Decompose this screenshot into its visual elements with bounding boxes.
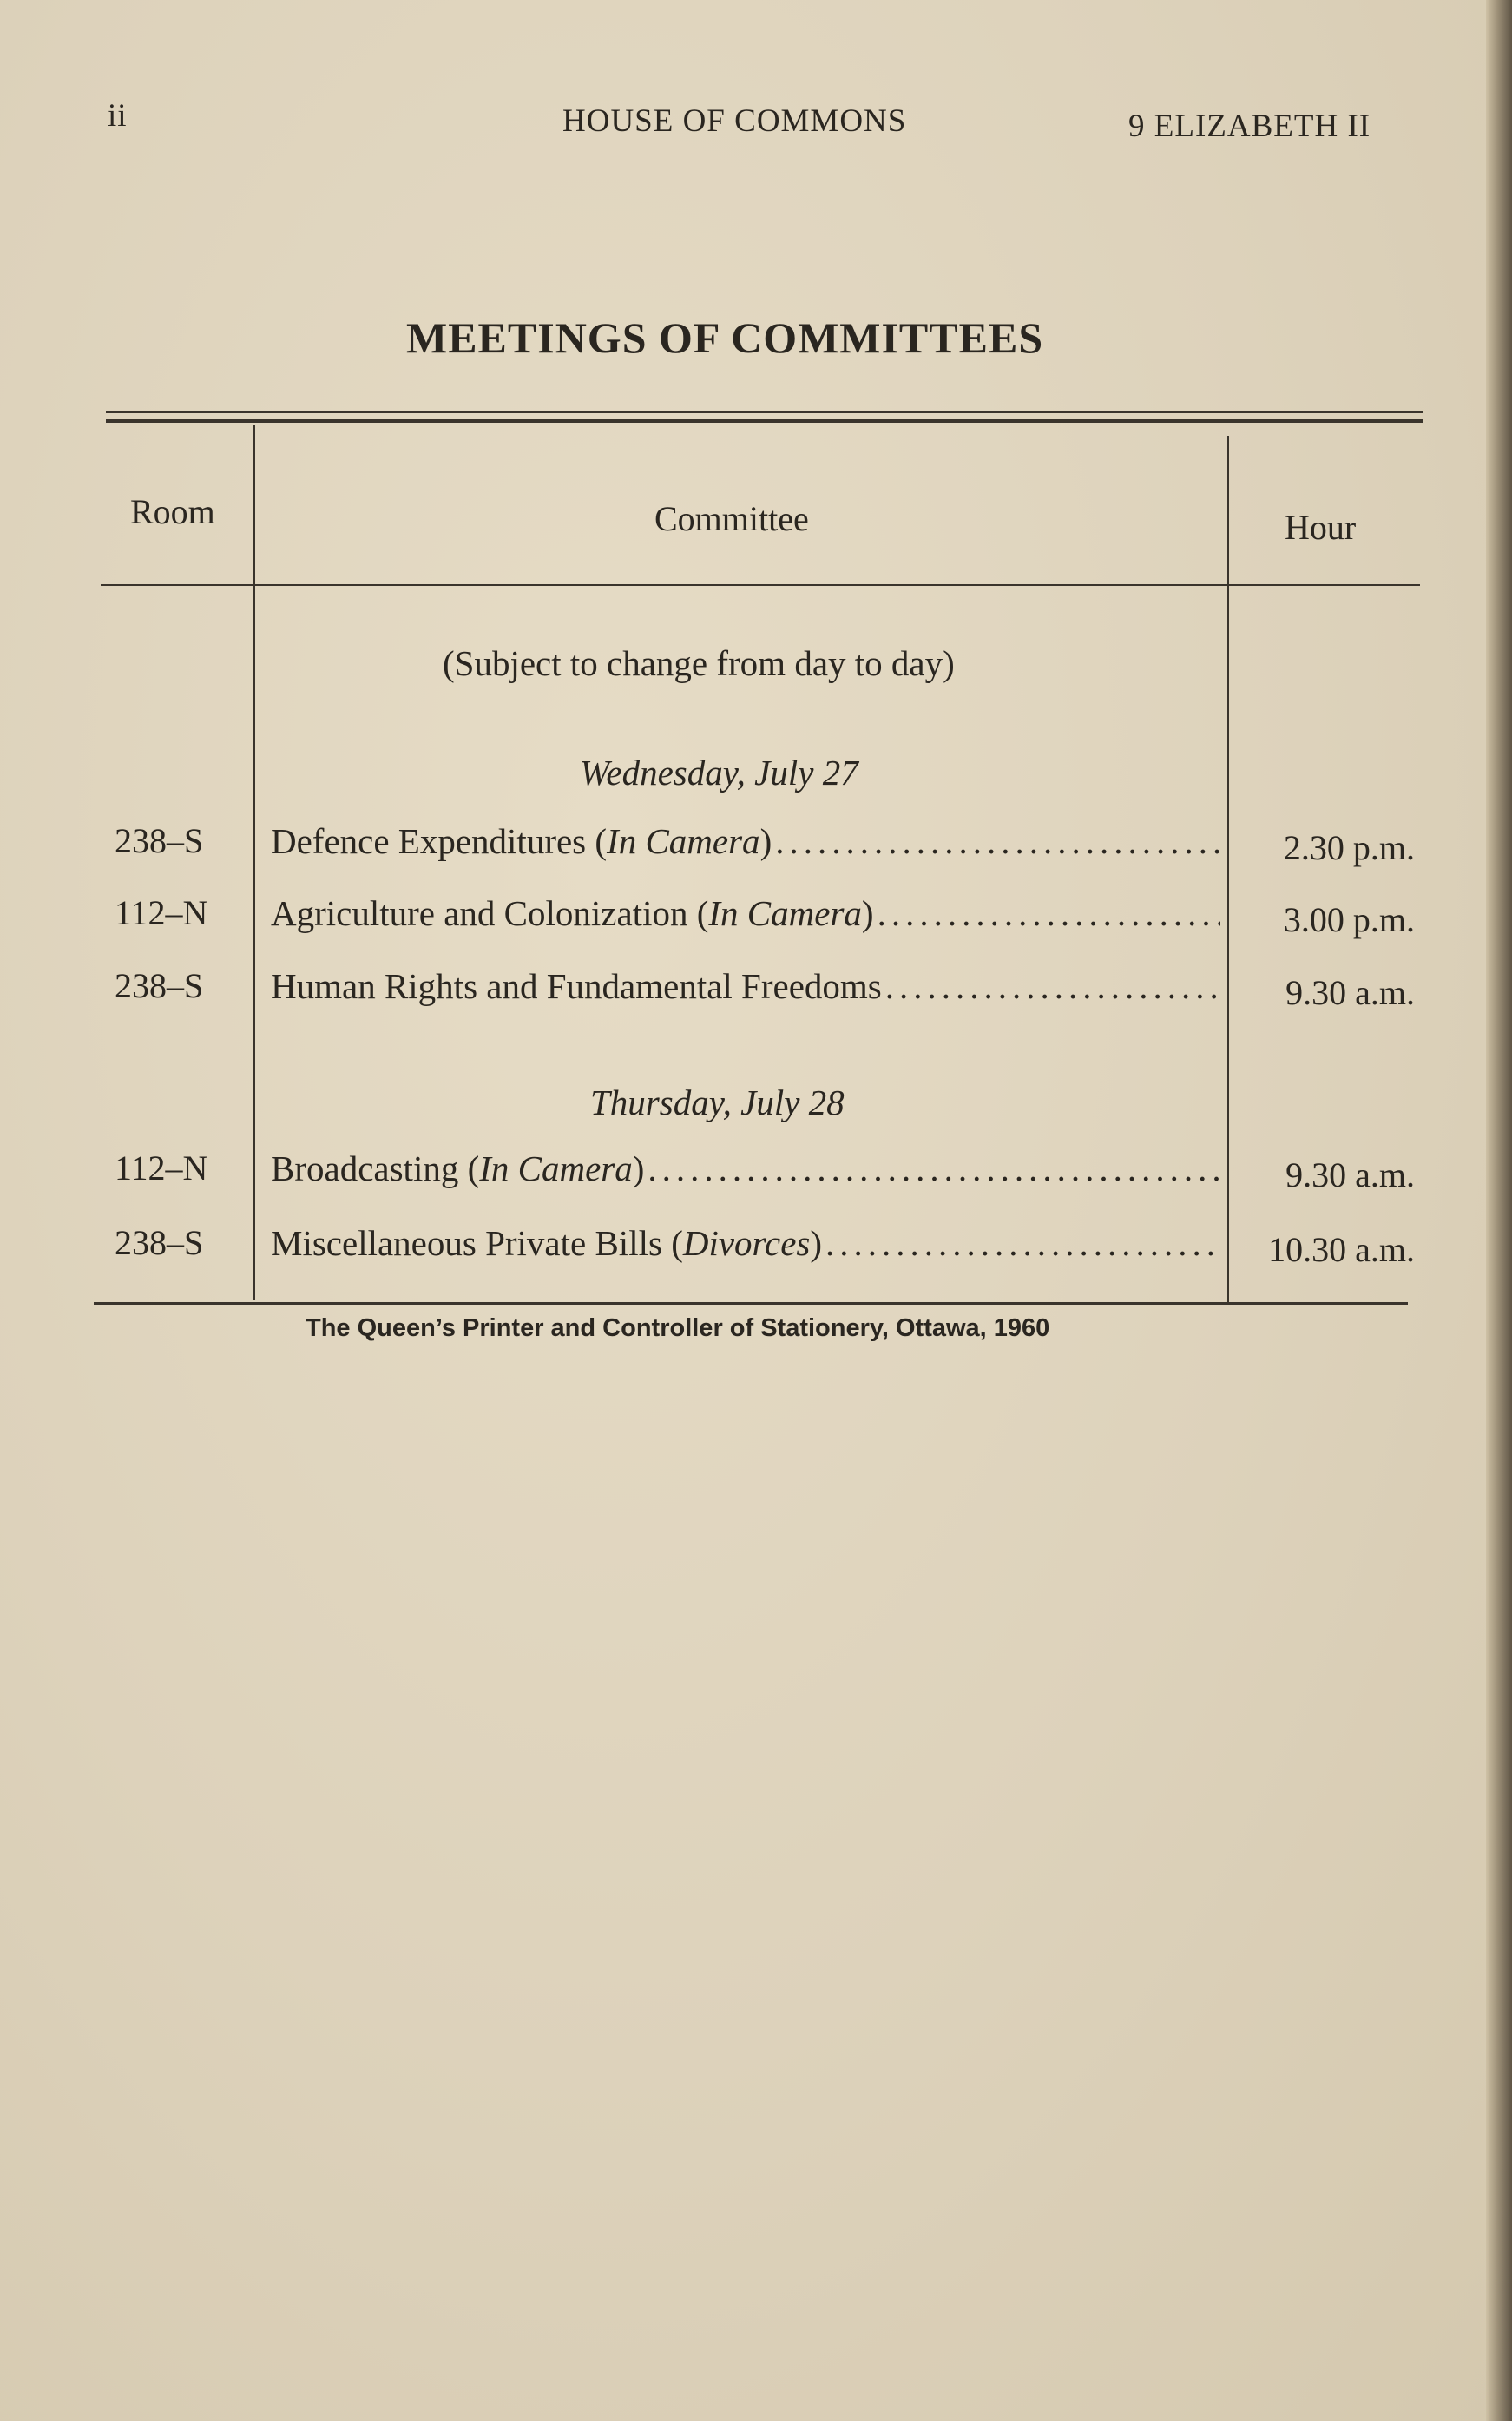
committee-name: Defence Expenditures	[271, 821, 587, 861]
room-cell: 112–N	[115, 893, 208, 932]
committee-cell: Defence Expenditures ( In Camera ) .....	[271, 820, 1220, 862]
table-row	[0, 965, 1512, 1017]
committee-name: Miscellaneous Private Bills	[271, 1223, 662, 1263]
room-cell: 112–N	[115, 1148, 208, 1187]
leader-dots	[648, 1148, 1220, 1189]
committee-qualifier: In Camera	[607, 821, 760, 861]
room-cell: 238–S	[115, 1223, 204, 1262]
running-title: HOUSE OF COMMONS	[562, 103, 907, 139]
column-header-committee: Committee	[654, 499, 809, 538]
table-row	[0, 1222, 1512, 1274]
hour-cell: 2.30 p.m.	[1283, 828, 1415, 867]
header-bottom-rule	[101, 584, 1420, 586]
table-bottom-rule	[94, 1302, 1408, 1305]
printer-imprint: The Queen’s Printer and Controller of Stationery, Ottawa, 1960	[306, 1314, 1050, 1342]
column-header-hour: Hour	[1285, 508, 1357, 547]
table-row	[0, 820, 1512, 872]
committee-cell: Broadcasting ( In Camera ) .....	[271, 1148, 1220, 1189]
room-cell: 238–S	[115, 966, 204, 1005]
table-row	[0, 1148, 1512, 1200]
schedule-note: (Subject to change from day to day)	[443, 643, 955, 683]
leader-dots	[885, 965, 1220, 1007]
hour-cell: 3.00 p.m.	[1283, 900, 1415, 939]
leader-dots	[775, 820, 1220, 862]
committee-cell	[271, 965, 1220, 1007]
hour-cell: 9.30 a.m.	[1285, 973, 1415, 1012]
committee-qualifier: Divorces	[682, 1223, 811, 1263]
day-heading: Thursday, July 28	[590, 1082, 845, 1122]
page-title: MEETINGS OF COMMITTEES	[406, 313, 1044, 362]
column-header-room: Room	[130, 492, 215, 531]
table-row	[0, 892, 1512, 944]
committee-name: Broadcasting	[271, 1148, 459, 1188]
leader-dots	[878, 892, 1220, 934]
hour-cell: 10.30 a.m.	[1268, 1230, 1415, 1269]
committee-name: Agriculture and Colonization	[271, 893, 688, 933]
day-heading: Wednesday, July 27	[580, 753, 858, 793]
committee-qualifier: In Camera	[479, 1148, 633, 1188]
room-cell: 238–S	[115, 821, 204, 860]
table-top-rule-double	[106, 419, 1423, 423]
page-number: ii	[108, 98, 128, 134]
committee-cell: Miscellaneous Private Bills ( Divorces ) .....	[271, 1222, 1220, 1264]
book-spine-shadow	[1486, 0, 1512, 2421]
committee-name: Human Rights and Fundamental Freedoms	[271, 966, 882, 1006]
table-top-rule	[106, 411, 1423, 413]
regnal-year: 9 ELIZABETH II	[1128, 109, 1371, 144]
committee-cell: Agriculture and Colonization ( In Camera ) .....	[271, 892, 1220, 934]
leader-dots	[825, 1222, 1220, 1264]
hour-cell: 9.30 a.m.	[1285, 1155, 1415, 1194]
committee-qualifier: In Camera	[708, 893, 862, 933]
